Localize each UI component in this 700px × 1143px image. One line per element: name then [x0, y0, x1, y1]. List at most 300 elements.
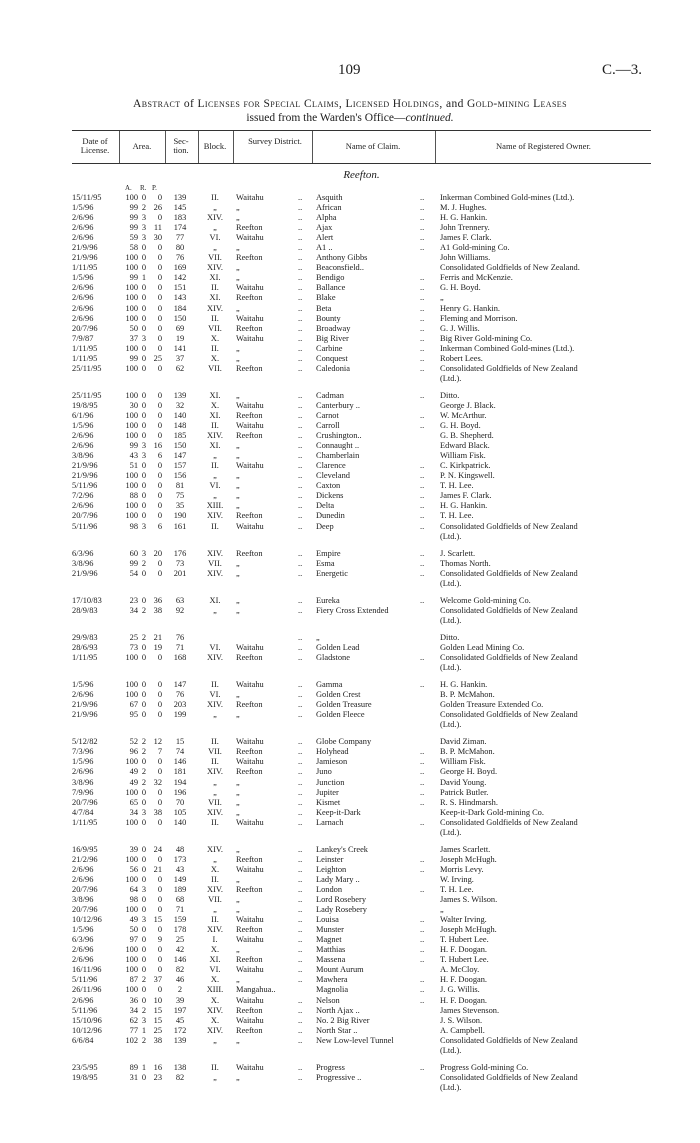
- area-perches: 0: [157, 253, 162, 263]
- table-row: [72, 720, 651, 730]
- license-date: 29/9/83: [72, 632, 98, 642]
- leader-dots: ..: [298, 807, 303, 817]
- survey-district: Waitahu: [236, 461, 264, 471]
- table-row: [72, 818, 651, 828]
- block-number: X.: [210, 1015, 220, 1025]
- area-acres: 87: [129, 975, 138, 985]
- survey-district: Waitahu: [236, 737, 264, 747]
- block-number: „: [213, 451, 217, 461]
- license-date: 2/6/96: [72, 233, 94, 243]
- license-date: 20/7/96: [72, 797, 98, 807]
- survey-district: Waitahu: [236, 283, 264, 293]
- block-number: II.: [211, 343, 219, 353]
- claim-name: Eureka: [316, 595, 340, 605]
- area-roods: 3: [141, 333, 147, 343]
- owner-name: J. G. Willis.: [440, 985, 480, 995]
- area-roods: 1: [141, 273, 147, 283]
- survey-district: „: [236, 844, 240, 854]
- table-row: [72, 233, 651, 243]
- section-number: 39: [175, 995, 185, 1005]
- area-acres: 50: [129, 323, 138, 333]
- table-row: [72, 569, 651, 579]
- block-number: II.: [211, 313, 219, 323]
- claim-name: Golden Lead: [316, 642, 360, 652]
- area-roods: 2: [141, 203, 147, 213]
- subtitle-issued: issued from the Warden's Office—: [246, 112, 406, 124]
- block-number: II.: [211, 817, 219, 827]
- owner-name: G. B. Shepherd.: [440, 431, 494, 441]
- title-licensed-holdings: Licensed Holdings,: [345, 98, 443, 110]
- survey-district: Waitahu: [236, 233, 264, 243]
- claim-name: Empire: [316, 548, 341, 558]
- area-perches: 0: [157, 243, 162, 253]
- area-roods: 3: [141, 548, 147, 558]
- block-number: XIV.: [207, 885, 223, 894]
- claim-name: Magnolia: [316, 985, 349, 995]
- section-number: 73: [175, 558, 185, 568]
- table-row: [72, 643, 651, 653]
- license-date: 20/7/96: [72, 511, 98, 521]
- area-perches: 21: [153, 632, 162, 642]
- block-number: „: [213, 1072, 217, 1082]
- section-number: 48: [175, 844, 185, 854]
- section-number: 35: [175, 501, 185, 511]
- licenses-table: [72, 130, 651, 1093]
- claim-name: Larnach: [316, 817, 344, 827]
- leader-dots: ..: [298, 680, 303, 690]
- section-number: 141: [173, 343, 187, 353]
- section-number: 190: [173, 511, 187, 521]
- table-row: [72, 757, 651, 767]
- area-roods: 0: [141, 965, 147, 975]
- leader-dots: ..: [298, 975, 303, 985]
- area-acres: 36: [129, 995, 138, 1005]
- owner-name: Edward Black.: [440, 441, 490, 451]
- area-acres: 49: [129, 767, 138, 777]
- survey-district: Waitahu: [236, 817, 264, 827]
- survey-district: „: [236, 243, 240, 253]
- section-number: 71: [175, 905, 185, 915]
- table-row: [72, 633, 651, 643]
- leader-dots: ..: [420, 273, 425, 283]
- owner-name: G. J. Willis.: [440, 323, 480, 333]
- leader-dots: ..: [420, 323, 425, 333]
- area-acres: 100: [125, 313, 138, 323]
- page-number: 109: [338, 62, 361, 78]
- survey-district: Waitahu: [236, 680, 264, 690]
- leader-dots: ..: [298, 1025, 303, 1035]
- table-row: [72, 965, 651, 975]
- area-perches: 0: [157, 421, 162, 431]
- area-perches: 6: [157, 521, 162, 531]
- license-date: 1/11/95: [72, 817, 98, 827]
- leader-dots: ..: [420, 283, 425, 293]
- owner-name: Consolidated Goldfields of New Zealand: [440, 710, 578, 720]
- section-number: 42: [175, 945, 185, 955]
- claim-name: Alpha: [316, 213, 337, 223]
- owner-name: H. F. Doogan.: [440, 945, 488, 955]
- survey-district: „: [236, 690, 240, 700]
- owner-name: Thomas North.: [440, 558, 491, 568]
- survey-district: Waitahu: [236, 757, 264, 767]
- survey-district: Waitahu: [236, 313, 264, 323]
- area-perches: 26: [153, 203, 162, 213]
- license-date: 6/3/96: [72, 935, 94, 945]
- claim-name: Canterbury ..: [316, 400, 360, 410]
- claim-name: Matthias: [316, 945, 346, 955]
- area-acres: 49: [129, 915, 138, 925]
- section-number: 76: [175, 632, 185, 642]
- area-perches: 0: [157, 895, 162, 905]
- area-perches: 25: [153, 1025, 162, 1035]
- area-roods: 3: [141, 233, 147, 243]
- claim-name: Jupiter: [316, 787, 339, 797]
- survey-district: Waitahu: [236, 400, 264, 410]
- license-date: 5/11/96: [72, 481, 98, 491]
- leader-dots: ..: [298, 293, 303, 303]
- owner-name: M. J. Hughes.: [440, 203, 487, 213]
- license-date: 10/12/96: [72, 915, 102, 925]
- owner-name: P. N. Kingswell.: [440, 471, 495, 481]
- table-row: [72, 559, 651, 569]
- block-number: XIV.: [207, 548, 223, 558]
- block-number: XI.: [209, 441, 221, 451]
- owner-name: H. G. Hankin.: [440, 213, 488, 223]
- owner-name: (Ltd.).: [440, 1045, 462, 1055]
- area-roods: 0: [141, 653, 147, 663]
- area-acres: 100: [125, 293, 138, 303]
- license-date: 3/8/96: [72, 451, 94, 461]
- area-roods: 2: [141, 975, 147, 985]
- owner-name: T. H. Lee.: [440, 885, 474, 894]
- section-number: 81: [175, 481, 185, 491]
- survey-district: „: [236, 710, 240, 720]
- license-date: 2/6/96: [72, 945, 94, 955]
- owner-name: Patrick Butler.: [440, 787, 489, 797]
- leader-dots: ..: [298, 491, 303, 501]
- claim-name: Lady Rosebery: [316, 905, 367, 915]
- block-number: II.: [211, 461, 219, 471]
- section-number: 69: [175, 323, 185, 333]
- leader-dots: ..: [298, 1015, 303, 1025]
- area-acres: 25: [129, 632, 138, 642]
- owner-name: T. Hubert Lee.: [440, 955, 489, 965]
- area-acres: 34: [129, 1005, 138, 1015]
- license-date: 6/1/96: [72, 410, 94, 420]
- section-number: 161: [173, 521, 187, 531]
- leader-dots: ..: [298, 390, 303, 400]
- table-row: [72, 213, 651, 223]
- section-number: 172: [173, 1025, 187, 1035]
- section-number: 19: [175, 333, 185, 343]
- leader-dots: ..: [298, 864, 303, 874]
- area-roods: 0: [141, 854, 147, 864]
- section-number: 150: [173, 441, 187, 451]
- area-acres: 97: [129, 935, 138, 945]
- claim-name: Dickens: [316, 491, 344, 501]
- survey-district: „: [236, 874, 240, 884]
- col-claim: Name of Claim.: [345, 141, 401, 151]
- area-roods: 0: [141, 864, 147, 874]
- claim-name: Beaconsfield..: [316, 263, 364, 273]
- claim-name: Carnot: [316, 410, 339, 420]
- area-perches: 0: [157, 263, 162, 273]
- table-row: [72, 293, 651, 303]
- owner-name: Consolidated Goldfields of New Zealand: [440, 817, 578, 827]
- table-row: [72, 788, 651, 798]
- survey-district: Waitahu: [236, 1015, 264, 1025]
- section-number: 2: [177, 985, 183, 995]
- area-perches: 0: [157, 501, 162, 511]
- survey-district: Reefton: [236, 323, 263, 333]
- claim-name: Gladstone: [316, 653, 350, 663]
- area-acres: 100: [125, 905, 138, 915]
- area-roods: 1: [141, 1025, 147, 1035]
- leader-dots: ..: [298, 885, 303, 894]
- owner-name: Morris Levy.: [440, 864, 484, 874]
- owner-name: Big River Gold-mining Co.: [440, 333, 533, 343]
- area-acres: 100: [125, 431, 138, 441]
- leader-dots: ..: [420, 797, 425, 807]
- owner-name: Walter Irving.: [440, 915, 487, 925]
- table-row: [72, 606, 651, 616]
- claim-name: Delta: [316, 501, 335, 511]
- license-date: 2/6/96: [72, 995, 94, 1005]
- area-acres: 77: [129, 1025, 138, 1035]
- owner-name: Consolidated Goldfields of New Zealand: [440, 653, 578, 663]
- license-date: 2/6/96: [72, 767, 94, 777]
- claim-name: Nelson: [316, 995, 340, 1005]
- owner-name: J. Scarlett.: [440, 548, 476, 558]
- license-date: 7/9/96: [72, 787, 94, 797]
- owner-name: Consolidated Goldfields of New Zealand: [440, 521, 578, 531]
- table-row: [72, 1026, 651, 1036]
- area-roods: 0: [141, 568, 147, 578]
- license-date: 15/10/96: [72, 1015, 102, 1025]
- survey-district: Reefton: [236, 885, 263, 894]
- license-date: 1/11/95: [72, 343, 98, 353]
- license-date: 20/7/96: [72, 323, 98, 333]
- survey-district: Reefton: [236, 548, 263, 558]
- area-perches: 0: [157, 700, 162, 710]
- area-acres: 65: [129, 797, 138, 807]
- owner-name: Robert Lees.: [440, 353, 483, 363]
- area-roods: 0: [141, 263, 147, 273]
- survey-district: Mangahua..: [236, 985, 276, 995]
- block-number: XIV.: [207, 844, 223, 854]
- license-date: 2/6/96: [72, 313, 94, 323]
- license-date: 10/12/96: [72, 1025, 102, 1035]
- section-number: 46: [175, 975, 185, 985]
- block-number: X.: [210, 333, 220, 343]
- area-roods: 2: [141, 767, 147, 777]
- claim-name: London: [316, 885, 343, 894]
- leader-dots: ..: [298, 737, 303, 747]
- leader-dots: ..: [298, 343, 303, 353]
- table-row: [72, 441, 651, 451]
- survey-district: Reefton: [236, 955, 263, 965]
- leader-dots: ..: [420, 333, 425, 343]
- area-perches: 0: [157, 343, 162, 353]
- section-number: 176: [173, 548, 187, 558]
- table-row: [72, 700, 651, 710]
- area-perches: 0: [157, 787, 162, 797]
- leader-dots: ..: [420, 421, 425, 431]
- area-perches: 0: [157, 193, 162, 202]
- block-number: II.: [211, 737, 219, 747]
- block-number: XIV.: [207, 1025, 223, 1035]
- area-acres: 100: [125, 985, 138, 995]
- table-row: [72, 471, 651, 481]
- section-number: 77: [175, 233, 185, 243]
- section-number: 146: [173, 757, 187, 767]
- claim-name: Munster: [316, 925, 344, 935]
- leader-dots: ..: [298, 273, 303, 283]
- owner-name: Welcome Gold-mining Co.: [440, 595, 531, 605]
- owner-name: C. Kirkpatrick.: [440, 461, 491, 471]
- section-number: 148: [173, 421, 187, 431]
- table-row: [72, 511, 651, 521]
- table-row: [72, 411, 651, 421]
- leader-dots: ..: [420, 864, 425, 874]
- block-number: X.: [210, 353, 220, 363]
- area-perches: 0: [157, 955, 162, 965]
- row-spacer: [72, 384, 651, 391]
- area-units: [72, 184, 651, 193]
- owner-name: (Ltd.).: [440, 615, 462, 625]
- license-date: 19/8/95: [72, 400, 98, 410]
- section-number: 168: [173, 653, 187, 663]
- table-row: [72, 935, 651, 945]
- survey-district: Reefton: [236, 363, 263, 373]
- leader-dots: ..: [298, 333, 303, 343]
- leader-dots: ..: [298, 905, 303, 915]
- survey-district: Waitahu: [236, 935, 264, 945]
- license-date: 7/2/96: [72, 491, 94, 501]
- area-roods: 0: [141, 293, 147, 303]
- table-row: [72, 778, 651, 788]
- table-row: [72, 690, 651, 700]
- license-date: 1/5/96: [72, 421, 94, 431]
- block-number: XIV.: [207, 431, 223, 441]
- survey-district: Reefton: [236, 223, 263, 233]
- area-acres: 99: [129, 273, 138, 283]
- area-roods: 0: [141, 353, 147, 363]
- area-perches: 32: [153, 777, 162, 787]
- survey-district: „: [236, 558, 240, 568]
- area-roods: 0: [141, 363, 147, 373]
- table-row: [72, 710, 651, 720]
- area-roods: 0: [141, 680, 147, 690]
- section-number: 62: [175, 363, 185, 373]
- table-row: [72, 945, 651, 955]
- area-acres: 54: [129, 568, 138, 578]
- area-acres: 100: [125, 653, 138, 663]
- leader-dots: ..: [298, 253, 303, 263]
- area-roods: 0: [141, 797, 147, 807]
- area-acres: 100: [125, 421, 138, 431]
- area-acres: 100: [125, 343, 138, 353]
- area-perches: 38: [153, 605, 162, 615]
- area-perches: 15: [153, 915, 162, 925]
- leader-dots: ..: [420, 511, 425, 521]
- area-perches: 0: [157, 817, 162, 827]
- survey-district: „: [236, 905, 240, 915]
- section-number: 169: [173, 263, 187, 273]
- claim-name: No. 2 Big River: [316, 1015, 370, 1025]
- table-row: [72, 798, 651, 808]
- license-date: 20/7/96: [72, 905, 98, 915]
- area-acres: 39: [129, 844, 138, 854]
- block-number: VI.: [209, 233, 221, 243]
- owner-name: H. G. Hankin.: [440, 680, 488, 690]
- section-number: 197: [173, 1005, 187, 1015]
- area-acres: 100: [125, 787, 138, 797]
- area-acres: 89: [129, 1062, 138, 1072]
- section-number: 157: [173, 461, 187, 471]
- leader-dots: ..: [420, 313, 425, 323]
- area-roods: 0: [141, 595, 147, 605]
- area-perches: 0: [157, 400, 162, 410]
- claim-name: Caxton: [316, 481, 341, 491]
- col-owner: Name of Registered Owner.: [496, 141, 591, 151]
- block-number: „: [213, 1035, 217, 1045]
- row-spacer: [72, 838, 651, 845]
- area-roods: 0: [141, 985, 147, 995]
- area-perches: 0: [157, 471, 162, 481]
- area-acres: 98: [129, 895, 138, 905]
- block-number: II.: [211, 193, 219, 202]
- area-acres: 52: [129, 737, 138, 747]
- area-acres: 43: [129, 451, 138, 461]
- owner-name: R. S. Hindmarsh.: [440, 797, 498, 807]
- license-date: 25/11/95: [72, 363, 102, 373]
- owner-name: „: [440, 905, 444, 915]
- area-perches: 0: [157, 481, 162, 491]
- table-row: [72, 364, 651, 374]
- owner-name: (Ltd.).: [440, 1082, 462, 1092]
- area-roods: 2: [141, 605, 147, 615]
- leader-dots: ..: [298, 1072, 303, 1082]
- section-number: 201: [173, 568, 187, 578]
- section-number: 80: [175, 243, 185, 253]
- block-number: XI.: [209, 293, 221, 303]
- leader-dots: ..: [298, 263, 303, 273]
- area-acres: 100: [125, 193, 138, 202]
- claim-name: Kismet: [316, 797, 341, 807]
- block-number: „: [213, 605, 217, 615]
- claim-name: Fiery Cross Extended: [316, 605, 389, 615]
- survey-district: Waitahu: [236, 965, 264, 975]
- area-acres: 56: [129, 864, 138, 874]
- section-number: 140: [173, 817, 187, 827]
- area-roods: 0: [141, 410, 147, 420]
- owner-name: Consolidated Goldfields of New Zealand: [440, 363, 578, 373]
- section-number: 156: [173, 471, 187, 481]
- section-number: 146: [173, 955, 187, 965]
- block-number: X.: [210, 400, 220, 410]
- area-perches: 37: [153, 975, 162, 985]
- section-number: 142: [173, 273, 187, 283]
- area-roods: 3: [141, 885, 147, 894]
- table-row: [72, 324, 651, 334]
- table-row: [72, 845, 651, 855]
- area-acres: 99: [129, 213, 138, 223]
- table-row: [72, 985, 651, 995]
- section-number: 199: [173, 710, 187, 720]
- area-roods: 0: [141, 757, 147, 767]
- owner-name: John Williams.: [440, 253, 491, 263]
